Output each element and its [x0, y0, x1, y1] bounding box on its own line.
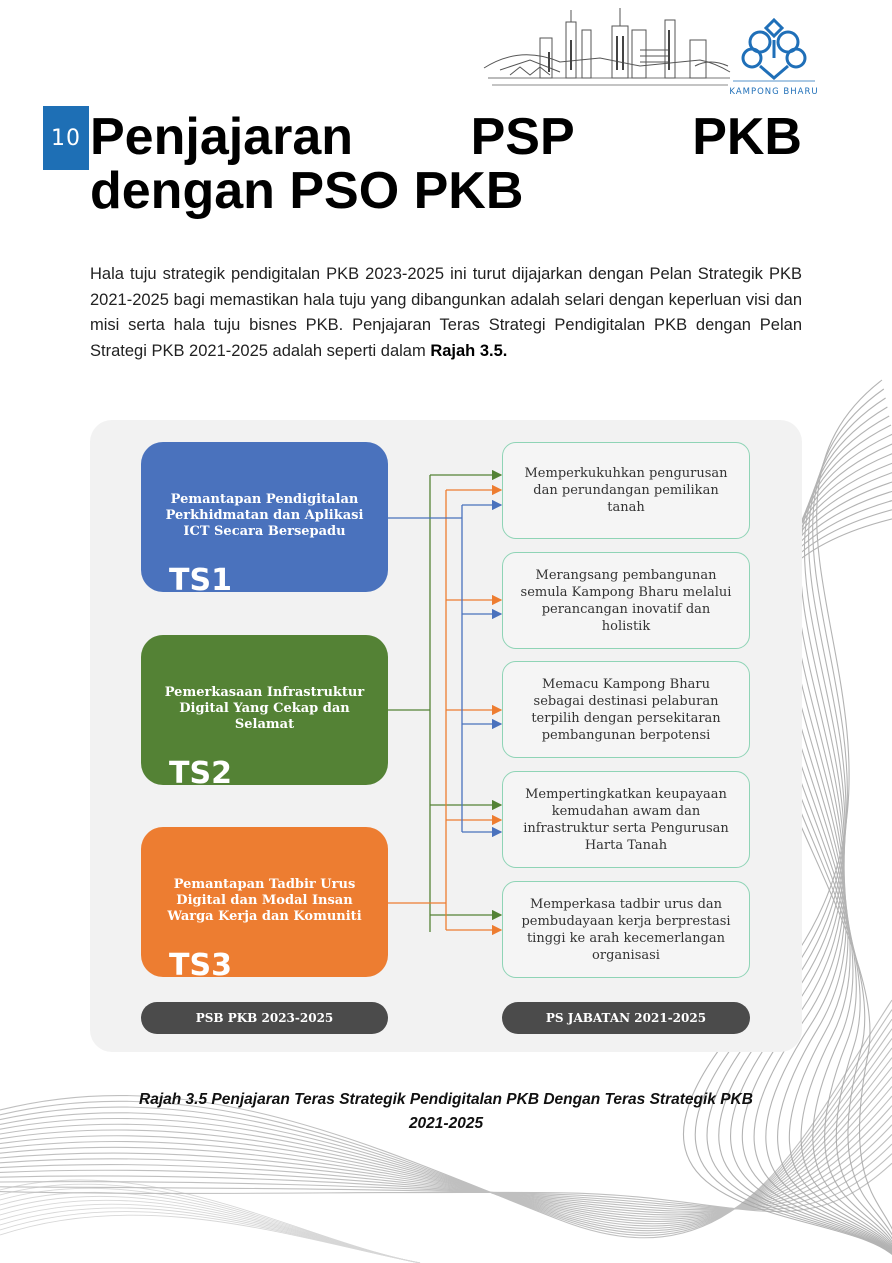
thrust-label: Pemerkasaan Infrastruktur Digital Yang Cekap dan Selamat	[164, 685, 365, 732]
ps-item	[502, 661, 750, 758]
page-title	[90, 110, 802, 218]
figure-caption	[90, 1088, 802, 1136]
page-title-line1	[90, 110, 802, 164]
page-number: 10	[51, 125, 81, 151]
intro-paragraph	[90, 262, 802, 364]
footer-label-left: PSB PKB 2023-2025	[141, 1002, 388, 1034]
caption-line1: Rajah 3.5 Penjajaran Teras Strategik Pendigitalan PKB Dengan Teras Strategik PKB	[139, 1091, 753, 1108]
title-word: Penjajaran	[90, 108, 354, 166]
figure-reference: Rajah 3.5.	[430, 341, 508, 360]
strategic-thrust-ts1	[141, 442, 388, 592]
ps-item	[502, 552, 750, 649]
strategic-thrust-ts2	[141, 635, 388, 785]
footer-label-right: PS JABATAN 2021-2025	[502, 1002, 750, 1034]
logo-text: KAMPONG BHARU	[729, 87, 819, 97]
thrust-code: TS3	[169, 948, 232, 977]
strategic-thrust-ts3	[141, 827, 388, 977]
ps-item-text: Memperkukuhkan pengurusan dan perundangan pemilikan tanah	[524, 466, 728, 515]
ps-item	[502, 881, 750, 978]
ps-item-text: Memacu Kampong Bharu sebagai destinasi pelaburan terpilih dengan persekitaran pembangunan berpotensi	[531, 676, 721, 743]
ps-item	[502, 771, 750, 868]
kampong-bharu-logo-icon	[743, 20, 805, 78]
paragraph-text: Hala tuju strategik pendigitalan PKB 2023-2025 ini turut dijajarkan dengan Pelan Strategik PKB 2021-2025 bagi memastikan hala tuju yang dibangunkan adalah selari dengan keperluan visi dan misi serta hala tuju bisnes PKB. Penjajaran Teras Strategi Pendigitalan PKB dengan Pelan Strategi PKB 2021-2025 adalah seperti dalam	[90, 265, 802, 360]
title-word: PSP	[470, 108, 575, 166]
caption-line2: 2021-2025	[408, 1115, 484, 1132]
page-title-line2: dengan PSO PKB	[90, 162, 524, 220]
thrust-code: TS1	[169, 563, 232, 592]
page-number-badge	[43, 106, 89, 170]
ps-item	[502, 442, 750, 539]
thrust-label: Pemantapan Pendigitalan Perkhidmatan dan Aplikasi ICT Secara Bersepadu	[165, 492, 364, 539]
ps-item-text: Memperkasa tadbir urus dan pembudayaan kerja berprestasi tinggi ke arah kecemerlangan organisasi	[521, 896, 731, 963]
ps-item-text: Mempertingkatkan keupayaan kemudahan awam dan infrastruktur serta Pengurusan Harta Tanah	[523, 786, 729, 853]
thrust-label: Pemantapan Tadbir Urus Digital dan Modal Insan Warga Kerja dan Komuniti	[167, 877, 362, 924]
thrust-code: TS2	[169, 756, 232, 785]
ps-item-text: Merangsang pembangunan semula Kampong Bharu melalui perancangan inovatif dan holistik	[520, 567, 732, 634]
skyline-illustration	[0, 0, 892, 110]
title-word: PKB	[692, 108, 802, 166]
